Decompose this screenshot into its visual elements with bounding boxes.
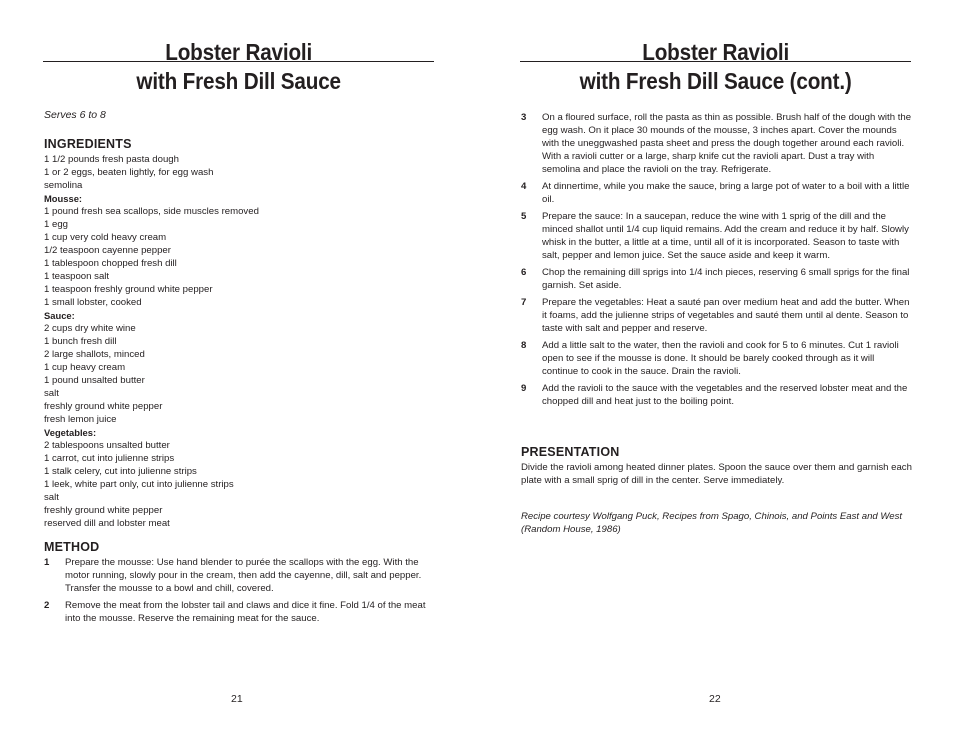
title-line-2: with Fresh Dill Sauce (cont.)	[579, 68, 852, 94]
step-text: Prepare the mousse: Use hand blender to purée the scallops with the egg. With the motor running, slowly pour in the cream, then add the cayenne, dill, salt and pepper. Transfer the mousse to a bowl and chill, covered.	[65, 557, 422, 594]
step-text: On a floured surface, roll the pasta as thin as possible. Brush half of the dough with the egg wash. On it place 30 mounds of the mousse, 3 inches apart. Cover the mounds with the uneggwashed pasta sheet and press the dough together around each ravioli. With a ravioli cutter or a large, sharp knife cut the ravioli apart. Dust a tray with semolina and place the ravioli on the tray. Refrigerate.	[542, 112, 912, 175]
ingredient-item: 1 egg	[44, 219, 69, 230]
ingredient-item: 1 small lobster, cooked	[44, 297, 142, 308]
ingredient-item: 1 or 2 eggs, beaten lightly, for egg wash	[44, 167, 214, 178]
ingredient-item: salt	[44, 492, 59, 503]
step-number: 5	[521, 211, 527, 222]
step-text: Chop the remaining dill sprigs into 1/4 inch pieces, reserving 6 small sprigs for the final garnish. Set aside.	[542, 267, 910, 291]
ingredient-item: 1 pound fresh sea scallops, side muscles removed	[44, 206, 259, 217]
ingredient-item: semolina	[44, 180, 83, 191]
ingredient-item: fresh lemon juice	[44, 414, 117, 425]
presentation-text: Divide the ravioli among heated dinner plates. Spoon the sauce over them and garnish each plate with a small sprig of dill in the center. Serve immediately.	[521, 462, 912, 486]
method-step	[44, 599, 436, 625]
ingredient-subheading: Vegetables:	[44, 427, 97, 438]
recipe-credit: Recipe courtesy Wolfgang Puck, Recipes from Spago, Chinois, and Points East and West (Random House, 1986)	[521, 511, 903, 535]
ingredient-item: 1 stalk celery, cut into julienne strips	[44, 466, 197, 477]
title-line-1: Lobster Ravioli	[642, 39, 790, 65]
page-title	[24, 38, 453, 96]
step-text: Add a little salt to the water, then the ravioli and cook for 5 to 6 minutes. Cut 1 ravioli open to see if the mousse is done. It should be barely cooked through as it will continue to cook in the sauce. Drain the ravioli.	[542, 340, 899, 377]
ingredient-item: freshly ground white pepper	[44, 505, 163, 516]
method-step	[44, 556, 436, 595]
ingredient-item: 1 teaspoon salt	[44, 271, 110, 282]
step-number: 3	[521, 112, 527, 123]
method-heading: METHOD	[44, 540, 100, 554]
ingredient-item: 1/2 teaspoon cayenne pepper	[44, 245, 171, 256]
step-text: Remove the meat from the lobster tail and claws and dice it fine. Fold 1/4 of the meat into the mousse. Reserve the remaining meat for the sauce.	[65, 600, 426, 624]
ingredient-item: reserved dill and lobster meat	[44, 518, 170, 529]
step-text: Prepare the sauce: In a saucepan, reduce the wine with 1 sprig of the dill and the minced shallot until 1/4 cup liquid remains. Add the cream and reduce it by half. Slowly whisk in the butter, a little at a time, until all of it is incorporated. Season to taste with salt, pepper and lemon juice. Set the sauce aside and keep it warm.	[542, 211, 909, 261]
page-number: 22	[709, 693, 721, 705]
ingredient-item: 1 pound unsalted butter	[44, 375, 145, 386]
ingredient-item: 2 tablespoons unsalted butter	[44, 440, 170, 451]
presentation-heading: PRESENTATION	[521, 445, 620, 459]
method-step	[521, 382, 913, 408]
ingredient-subheading: Sauce:	[44, 310, 75, 321]
ingredients-heading: INGREDIENTS	[44, 137, 132, 151]
right-page	[477, 0, 954, 738]
step-number: 4	[521, 181, 527, 192]
ingredient-item: 1 teaspoon freshly ground white pepper	[44, 284, 213, 295]
ingredient-item: 1 1/2 pounds fresh pasta dough	[44, 154, 179, 165]
ingredient-item: salt	[44, 388, 59, 399]
method-step	[521, 111, 913, 176]
step-number: 6	[521, 267, 527, 278]
ingredient-item: 2 large shallots, minced	[44, 349, 145, 360]
method-step	[521, 180, 913, 206]
ingredient-item: 1 tablespoon chopped fresh dill	[44, 258, 177, 269]
method-step	[521, 266, 913, 292]
step-text: Add the ravioli to the sauce with the vegetables and the reserved lobster meat and the chopped dill and heat just to the boiling point.	[542, 383, 908, 407]
step-number: 7	[521, 297, 527, 308]
page-number: 21	[231, 693, 243, 705]
title-line-1: Lobster Ravioli	[165, 39, 313, 65]
ingredient-item: 1 cup very cold heavy cream	[44, 232, 167, 243]
ingredient-item: 1 cup heavy cream	[44, 362, 126, 373]
method-step	[521, 296, 913, 335]
serves-text: Serves 6 to 8	[44, 109, 106, 121]
ingredient-item: freshly ground white pepper	[44, 401, 163, 412]
step-text: At dinnertime, while you make the sauce, bring a large pot of water to a boil with a little oil.	[542, 181, 910, 205]
method-step	[521, 339, 913, 378]
ingredient-subheading: Mousse:	[44, 193, 83, 204]
step-number: 1	[44, 557, 50, 568]
method-steps-continued	[521, 111, 913, 412]
step-number: 8	[521, 340, 527, 351]
title-line-2: with Fresh Dill Sauce	[136, 68, 341, 94]
ingredient-item: 1 carrot, cut into julienne strips	[44, 453, 175, 464]
page-title	[501, 38, 930, 96]
step-number: 9	[521, 383, 527, 394]
ingredient-item: 1 bunch fresh dill	[44, 336, 117, 347]
ingredients-list	[44, 153, 444, 530]
step-text: Prepare the vegetables: Heat a sauté pan over medium heat and add the butter. When it foams, add the julienne strips of vegetables and sauté them until al dente. Season to taste with salt and pepper and reserve.	[542, 297, 910, 334]
method-steps	[44, 556, 436, 629]
method-step	[521, 210, 913, 262]
ingredient-item: 1 leek, white part only, cut into julienne strips	[44, 479, 234, 490]
step-number: 2	[44, 600, 50, 611]
ingredient-item: 2 cups dry white wine	[44, 323, 136, 334]
